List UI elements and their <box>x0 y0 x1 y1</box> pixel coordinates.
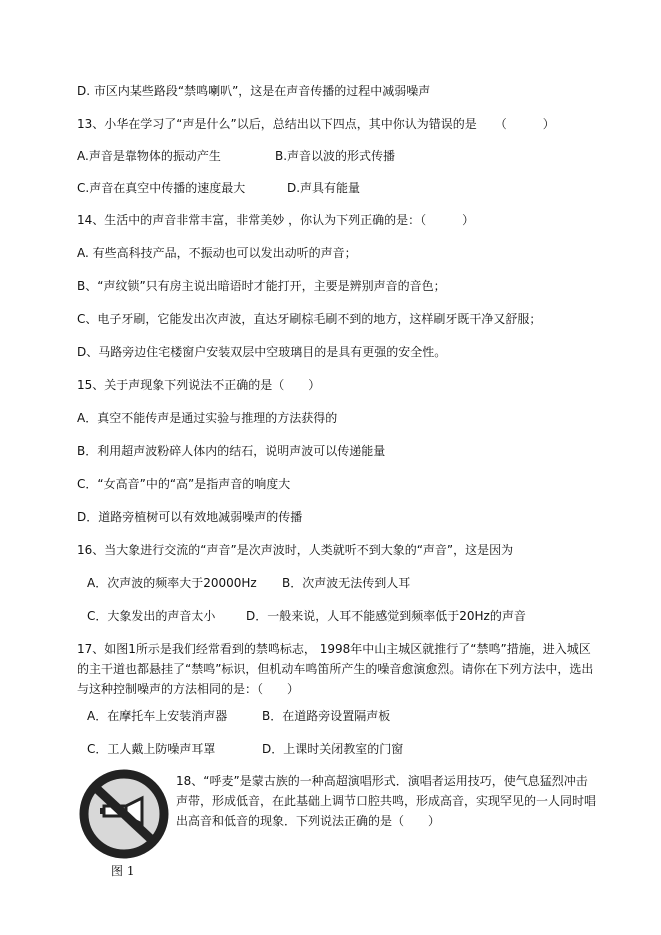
q16-option-c: C．大象发出的声音太小 <box>87 609 216 623</box>
q14-option-c: C、电子牙刷，它能发出次声波，直达牙刷棕毛刷不到的地方，这样刷牙既干净又舒服； <box>77 312 542 326</box>
q17-option-a: A．在摩托车上安装消声器 <box>87 709 228 723</box>
question-13: 13、小华在学习了“声是什么”以后，总结出以下四点，其中你认为错误的是 （ ） <box>77 117 555 131</box>
figure-1-caption: 图 1 <box>111 864 135 878</box>
question-18-line-2: 声带，形成低音，在此基础上调节口腔共鸣，形成高音，实现罕见的一人同时唱 <box>176 794 597 808</box>
question-16: 16、当大象进行交流的“声音”是次声波时，人类就听不到大象的“声音”，这是因为 <box>77 543 514 557</box>
q13-option-d: D.声具有能量 <box>287 181 361 195</box>
option-d-previous: D. 市区内某些路段“禁鸣喇叭”，这是在声音传播的过程中减弱噪声 <box>77 84 431 98</box>
q13-option-c: C.声音在真空中传播的速度最大 <box>77 181 246 195</box>
q17-option-b: B．在道路旁设置隔声板 <box>262 709 391 723</box>
q15-option-c: C．“女高音”中的“高”是指声音的响度大 <box>77 477 291 491</box>
question-17-line-2: 的主干道也都悬挂了“禁鸣”标识，但机动车鸣笛所产生的噪音愈演愈烈。请你在下列方法中，选出 <box>77 662 594 676</box>
question-18-line-3: 出高音和低音的现象．下列说法正确的是（ ） <box>176 814 441 828</box>
q17-option-c: C．工人戴上防噪声耳罩 <box>87 742 216 756</box>
q14-option-a: A. 有些高科技产品，不振动也可以发出动听的声音； <box>77 246 357 260</box>
question-17-line-3: 与这种控制噪声的方法相同的是：（ ） <box>77 682 300 696</box>
q16-option-d: D．一般来说，人耳不能感觉到频率低于20Hz的声音 <box>246 609 526 623</box>
question-17-line-1: 17、如图1所示是我们经常看到的禁鸣标志， 1998年中山主城区就推行了“禁鸣”措施，进入城区 <box>77 642 591 656</box>
q16-option-a: A．次声波的频率大于20000Hz <box>87 576 257 590</box>
no-horn-sign-icon <box>76 768 172 864</box>
question-18-line-1: 18、“呼麦”是蒙古族的一种高超演唱形式．演唱者运用技巧，使气息猛烈冲击 <box>176 774 588 788</box>
q16-option-b: B．次声波无法传到人耳 <box>282 576 411 590</box>
question-14: 14、生活中的声音非常丰富，非常美妙 ，你认为下列正确的是：（ ） <box>77 213 475 227</box>
q17-option-d: D．上课时关闭教室的门窗 <box>262 742 404 756</box>
q13-option-a: A.声音是靠物体的振动产生 <box>77 149 221 163</box>
q15-option-b: B．利用超声波粉碎人体内的结石，说明声波可以传递能量 <box>77 444 386 458</box>
q13-option-b: B.声音以波的形式传播 <box>275 149 396 163</box>
q14-option-d: D、马路旁边住宅楼窗户安装双层中空玻璃目的是具有更强的安全性。 <box>77 345 447 359</box>
question-15: 15、关于声现象下列说法不正确的是（ ） <box>77 378 321 392</box>
q14-option-b: B、“声纹锁”只有房主说出暗语时才能打开，主要是辨别声音的音色； <box>77 279 446 293</box>
q15-option-d: D．道路旁植树可以有效地减弱噪声的传播 <box>77 510 303 524</box>
q15-option-a: A．真空不能传声是通过实验与推理的方法获得的 <box>77 411 338 425</box>
